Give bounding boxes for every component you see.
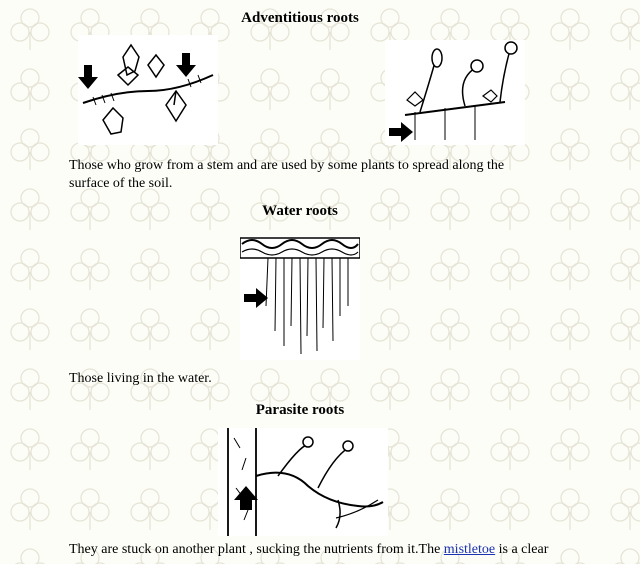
adventitious-roots-description: Those who grow from a stem and are used by some plants to spread along the surface of the soil. [69, 158, 505, 191]
heading-parasite-roots: Parasite roots [255, 402, 345, 418]
water-roots-description: Those living in the water. [69, 371, 212, 386]
parasite-roots-description [69, 541, 549, 559]
parasite-text-end: is a clear [495, 542, 549, 557]
heading-adventitious-roots: Adventitious roots [241, 10, 359, 26]
parasite-text-start: They are stuck on another plant , sucking the nutrients from it.The [69, 542, 444, 557]
parasite-roots-illustration [218, 428, 388, 536]
water-roots-illustration [240, 236, 360, 360]
adventitious-ivy-illustration [78, 35, 218, 145]
heading-water-roots: Water roots [262, 203, 338, 219]
adventitious-stolon-illustration [385, 40, 525, 145]
mistletoe-link[interactable]: mistletoe [443, 542, 496, 557]
